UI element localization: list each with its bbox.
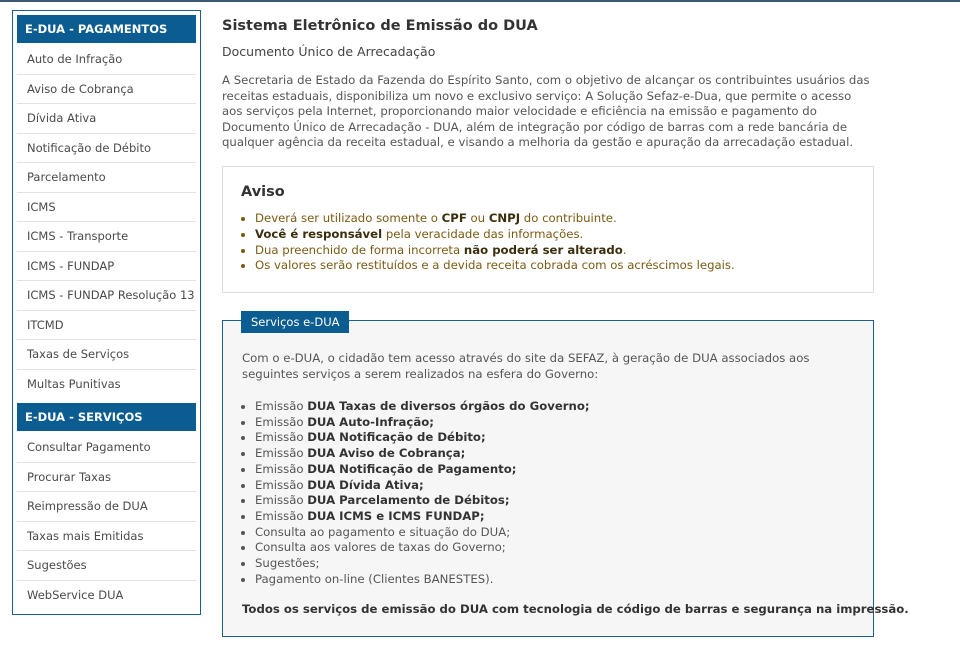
sidebar	[12, 10, 201, 615]
emissao-item: DUA Notificação de Pagamento;	[307, 461, 517, 476]
emissao-item: DUA Parcelamento de Débitos;	[307, 493, 510, 508]
aviso-text: Dua preenchido de forma incorreta	[255, 242, 464, 257]
list-item	[255, 399, 590, 415]
list-item	[255, 509, 590, 525]
sidebar-item-aviso-de-cobranca[interactable]: Aviso de Cobrança	[17, 75, 196, 105]
intro-paragraph: A Secretaria de Estado da Fazenda do Espírito Santo, com o objetivo de alcançar os contribuintes usuários das receitas estaduais, disponibiliza um novo e exclusivo serviço: A Solução Sefaz-e-Dua, que permite o acesso aos serviços pela Internet, proporcionando maior velocidade e eficiência na emissão e pagamento do Documento Único de Arrecadação - DUA, além de integração por código de barras com a rede bancária de qualquer agência da receita estadual, e visando a melhoria da gestão e apuração da arrecadação estadual.	[222, 73, 870, 150]
aviso-text: .	[622, 242, 627, 257]
emissao-prefix: Emissão	[255, 414, 308, 429]
sidebar-item-multas-punitivas[interactable]: Multas Punitivas	[27, 376, 121, 391]
sidebar-item-taxas-mais-emitidas[interactable]: Taxas mais Emitidas	[17, 522, 196, 552]
aviso-title: Aviso	[241, 184, 285, 200]
sidebar-item-icms-fundap-resolucao-13[interactable]: ICMS - FUNDAP Resolução 13	[17, 281, 196, 311]
sidebar-item-procurar-taxas[interactable]: Procurar Taxas	[17, 463, 196, 493]
aviso-bold-cnpj: CNPJ	[488, 211, 521, 225]
sidebar-item-icms-fundap[interactable]: ICMS - FUNDAP	[17, 252, 196, 282]
emissao-prefix: Emissão	[255, 461, 308, 476]
aviso-bold-responsavel: Você é responsável	[255, 226, 383, 241]
servicos-tab: Serviços e-DUA	[241, 311, 349, 333]
list-item	[255, 478, 590, 494]
aviso-box	[222, 166, 874, 293]
list-item	[255, 446, 590, 462]
list-item: • Consulta aos valores de taxas do Governo;	[255, 540, 590, 556]
aviso-item	[255, 243, 875, 259]
sidebar-item-consultar-pagamento[interactable]: Consultar Pagamento	[17, 433, 196, 463]
emissao-prefix: Emissão	[255, 399, 308, 413]
emissao-item: DUA Dívida Ativa;	[307, 477, 424, 492]
sidebar-item-reimpressao-de-dua[interactable]: Reimpressão de DUA	[17, 492, 196, 522]
emissao-item: DUA Taxas de diversos órgãos do Governo;	[307, 399, 590, 413]
aviso-bold-nao-alterado: não poderá ser alterado	[463, 242, 623, 257]
aviso-text: pela veracidade das informações.	[382, 226, 584, 241]
aviso-text: Deverá ser utilizado somente o	[255, 211, 442, 225]
aviso-item	[255, 227, 875, 243]
sidebar-item-parcelamento[interactable]: Parcelamento	[17, 163, 196, 193]
list-item	[255, 430, 590, 446]
aviso-item: • Os valores serão restituídos e a devida receita cobrada com os acréscimos legais.	[255, 258, 875, 274]
emissao-prefix: Emissão	[255, 508, 308, 523]
aviso-text: do contribuinte.	[520, 211, 617, 225]
list-item	[255, 415, 590, 431]
sidebar-header-pagamentos: E-DUA - PAGAMENTOS	[17, 15, 196, 43]
emissao-prefix: Emissão	[255, 477, 308, 492]
sidebar-item-taxas-de-servicos[interactable]: Taxas de Serviços	[17, 340, 196, 370]
emissao-item: DUA Aviso de Cobrança;	[307, 446, 466, 461]
list-item: • Sugestões;	[255, 556, 590, 572]
aviso-item	[255, 211, 875, 227]
list-item	[255, 462, 590, 478]
sidebar-item-icms-transporte[interactable]: ICMS - Transporte	[17, 222, 196, 252]
sidebar-item-webservice-dua[interactable]: WebService DUA	[27, 587, 124, 602]
top-border	[0, 0, 960, 2]
aviso-text: ou	[466, 211, 489, 225]
list-item	[255, 493, 590, 509]
page-title: Sistema Eletrônico de Emissão do DUA	[222, 18, 538, 34]
emissao-prefix: Emissão	[255, 430, 308, 445]
sidebar-item-divida-ativa[interactable]: Dívida Ativa	[17, 104, 196, 134]
servicos-panel	[222, 315, 909, 637]
emissao-prefix: Emissão	[255, 493, 308, 508]
sidebar-item-sugestoes[interactable]: Sugestões	[17, 551, 196, 581]
list-item: • Pagamento on-line (Clientes BANESTES).	[255, 572, 590, 588]
sidebar-header-servicos: E-DUA - SERVIÇOS	[17, 403, 196, 431]
aviso-list	[241, 211, 875, 274]
list-item: • Consulta ao pagamento e situação do DUA;	[255, 525, 590, 541]
sidebar-item-auto-de-infracao[interactable]: Auto de Infração	[17, 45, 196, 75]
servicos-footer: Todos os serviços de emissão do DUA com tecnologia de código de barras e segurança na impressão.	[242, 602, 909, 616]
servicos-intro: Com o e-DUA, o cidadão tem acesso através do site da SEFAZ, à geração de DUA associados aos seguintes serviços a serem realizados na esfera do Governo:	[242, 351, 810, 381]
servicos-list	[242, 399, 590, 587]
sidebar-item-notificacao-de-debito[interactable]: Notificação de Débito	[17, 134, 196, 164]
emissao-prefix: Emissão	[255, 446, 308, 461]
sidebar-item-itcmd[interactable]: ITCMD	[17, 311, 196, 341]
page-subtitle: Documento Único de Arrecadação	[222, 44, 436, 59]
sidebar-item-icms[interactable]: ICMS	[17, 193, 196, 223]
emissao-item: DUA Auto-Infração;	[307, 414, 434, 429]
aviso-bold-cpf: CPF	[441, 211, 467, 225]
emissao-item: DUA ICMS e ICMS FUNDAP;	[307, 508, 485, 523]
emissao-item: DUA Notificação de Débito;	[307, 430, 486, 445]
